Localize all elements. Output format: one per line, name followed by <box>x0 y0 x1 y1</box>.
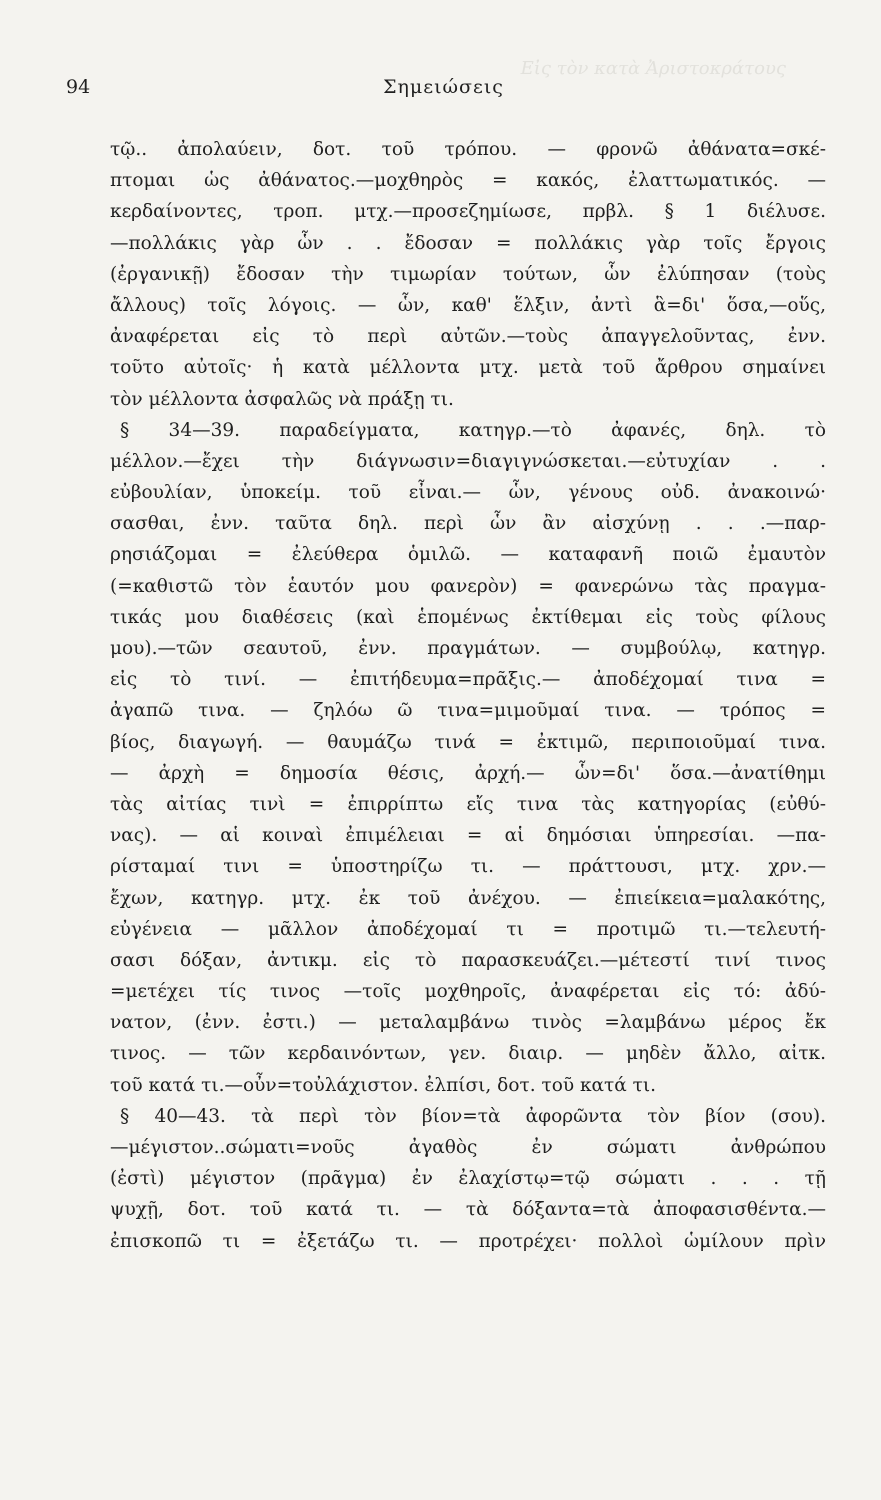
text-line: τινος. — τῶν κερδαινόντων, γεν. διαιρ. — μηδὲν ἄλλο, αἰτκ. <box>110 1043 826 1065</box>
text-line: — ἀρχὴ = δημοσία θέσις, ἀρχή.— ὧν=δι' ὅσα.—ἀνατίθημι <box>110 762 826 784</box>
text-line: (ἐργανικῇ) ἔδοσαν τὴν τιμωρίαν τούτων, ὧν ἐλύπησαν (τοὺς <box>110 263 826 285</box>
text-line: πτομαι ὡς ἀθάνατος.—μοχθηρὸς = κακός, ἐλαττωματικός. — <box>110 170 826 192</box>
page-number: 94 <box>66 76 91 98</box>
text-line: τοῦ κατά τι.—οὖν=τοὐλάχιστον. ἐλπίσι, δοτ. τοῦ κατά τι. <box>110 1074 656 1096</box>
text-line: (ἐστὶ) μέγιστον (πρᾶγμα) ἐν ἐλαχίστῳ=τῷ σώματι . . . τῇ <box>110 1168 826 1190</box>
text-line: ρίσταμαί τινι = ὑποστηρίζω τι. — πράττουσι, μτχ. χρν.— <box>110 856 826 878</box>
section-start-line: § 34—39. παραδείγματα, κατηγρ.—τὸ ἀφανές, δηλ. τὸ <box>120 419 826 441</box>
text-line: —πολλάκις γὰρ ὧν . . ἔδοσαν = πολλάκις γὰρ τοῖς ἔργοις <box>110 232 826 254</box>
text-line: ἀγαπῶ τινα. — ζηλόω ῶ τινα=μιμοῦμαί τινα. — τρόπος = <box>110 700 826 722</box>
text-line: εἰς τὸ τινί. — ἐπιτήδευμα=πρᾶξις.— ἀποδέχομαί τινα = <box>110 669 826 691</box>
text-line: =μετέχει τίς τινος —τοῖς μοχθηροῖς, ἀναφέρεται εἰς τό: ἀδύ- <box>110 981 826 1003</box>
text-line: τῷ.. ἀπολαύειν, δοτ. τοῦ τρόπου. — φρονῶ ἀθάνατα=σκέ- <box>110 139 826 160</box>
text-line: κερδαίνοντες, τροπ. μτχ.—προσεζημίωσε, πρβλ. § 1 διέλυσε. <box>110 201 826 223</box>
text-line: τοῦτο αὐτοῖς· ἡ κατὰ μέλλοντα μτχ. μετὰ τοῦ ἄρθρου σημαίνει <box>110 357 826 379</box>
text-line: τικάς μου διαθέσεις (καὶ ἑπομένως ἐκτίθεμαι εἰς τοὺς φίλους <box>110 606 826 628</box>
section-start-line: § 40—43. τὰ περὶ τὸν βίον=τὰ ἀφορῶντα τὸν βίον (σου). <box>120 1105 826 1127</box>
text-line: ρησιάζομαι = ἐλεύθερα ὁμιλῶ. — καταφανῆ ποιῶ ἐμαυτὸν <box>110 544 826 566</box>
text-line: βίος, διαγωγή. — θαυμάζω τινά = ἐκτιμῶ, περιποιοῦμαί τινα. <box>110 731 826 753</box>
page-header <box>66 76 821 106</box>
text-line: εὐβουλίαν, ὑποκείμ. τοῦ εἶναι.— ὧν, γένους οὐδ. ἀνακοινώ· <box>110 482 826 504</box>
text-line: μου).—τῶν σεαυτοῦ, ἐνν. πραγμάτων. — συμβούλῳ, κατηγρ. <box>110 638 826 659</box>
text-line: νατον, (ἐνν. ἐστι.) — μεταλαμβάνω τινὸς =λαμβάνω μέρος ἔκ <box>110 1012 826 1034</box>
text-line: μέλλον.—ἔχει τὴν διάγνωσιν=διαγιγνώσκεται.—εὐτυχίαν . . <box>110 450 826 472</box>
notes-body <box>110 134 826 1257</box>
text-line: τὰς αἰτίας τινὶ = ἐπιρρίπτω εἴς τινα τὰς κατηγορίας (εὐθύ- <box>110 793 826 815</box>
text-line: νας). — αἱ κοιναὶ ἐπιμέλειαι = αἱ δημόσιαι ὑπηρεσίαι. —πα- <box>110 825 826 847</box>
text-line: τὸν μέλλοντα ἀσφαλῶς νὰ πράξῃ τι. <box>110 388 454 410</box>
text-line: (=καθιστῶ τὸν ἑαυτόν μου φανερὸν) = φανερώνω τὰς πραγμα- <box>110 575 826 597</box>
text-line: ἐπισκοπῶ τι = ἐξετάζω τι. — προτρέχει· πολλοὶ ὡμίλουν πρὶν <box>110 1230 826 1252</box>
text-line: εὐγένεια — μᾶλλον ἀποδέχομαί τι = προτιμῶ τι.—τελευτή- <box>110 918 826 940</box>
text-line: ἔχων, κατηγρ. μτχ. ἐκ τοῦ ἀνέχου. — ἐπιείκεια=μαλακότης, <box>110 887 826 909</box>
text-line: ἀναφέρεται εἰς τὸ περὶ αὐτῶν.—τοὺς ἀπαγγελοῦντας, ἐνν. <box>110 326 826 348</box>
text-line: ψυχῇ, δοτ. τοῦ κατά τι. — τὰ δόξαντα=τὰ ἀποφασισθέντα.— <box>110 1199 826 1221</box>
bleed-through-text: Εἰς τὸν κατὰ Ἀριστοκράτους <box>520 58 786 79</box>
text-line: ἄλλους) τοῖς λόγοις. — ὧν, καθ' ἕλξιν, ἀντὶ ἃ=δι' ὅσα,—οὕς, <box>110 294 826 316</box>
running-title: Σημειώσεις <box>383 76 504 98</box>
text-line: —μέγιστον..σώματι=νοῦς ἀγαθὸς ἐν σώματι ἀνθρώπου <box>110 1137 826 1158</box>
text-line: σασθαι, ἐνν. ταῦτα δηλ. περὶ ὧν ἂν αἰσχύνῃ . . .—παρ- <box>110 513 826 535</box>
text-line: σασι δόξαν, ἀντικμ. εἰς τὸ παρασκευάζει.—μέτεστί τινί τινος <box>110 949 826 971</box>
